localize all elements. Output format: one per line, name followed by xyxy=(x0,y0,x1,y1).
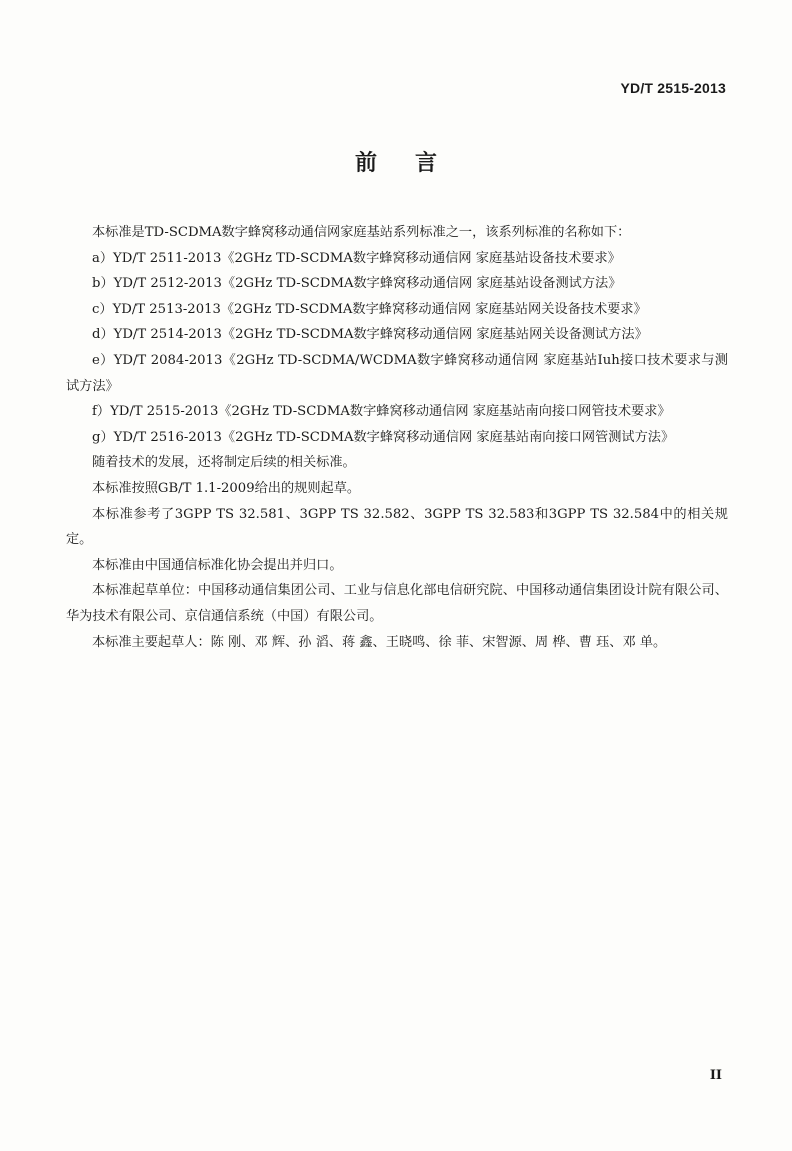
list-item-f: f）YD/T 2515-2013《2GHz TD-SCDMA数字蜂窝移动通信网 家庭基站南向接口网管技术要求》 xyxy=(92,404,671,420)
list-item-c: c）YD/T 2513-2013《2GHz TD-SCDMA数字蜂窝移动通信网 家庭基站网关设备技术要求》 xyxy=(92,301,647,317)
paragraph-drafters: 本标准主要起草人：陈 刚、邓 辉、孙 滔、蒋 鑫、王晓鸣、徐 菲、宋智源、周 桦、曹 珏、邓 单。 xyxy=(92,634,667,650)
list-item-a: a）YD/T 2511-2013《2GHz TD-SCDMA数字蜂窝移动通信网 家庭基站设备技术要求》 xyxy=(92,250,621,266)
paragraph-proposer: 本标准由中国通信标准化协会提出并归口。 xyxy=(92,557,343,573)
paragraph-drafting-units: 本标准起草单位：中国移动通信集团公司、工业与信息化部电信研究院、中国移动通信集团设计院有限公司、华为技术有限公司、京信通信系统（中国）有限公司。 xyxy=(66,583,728,624)
foreword-body xyxy=(66,220,728,655)
list-item-e: e）YD/T 2084-2013《2GHz TD-SCDMA/WCDMA数字蜂窝移动通信网 家庭基站Iuh接口技术要求与测试方法》 xyxy=(66,352,728,394)
standard-number: YD/T 2515-2013 xyxy=(620,80,726,96)
list-item-b: b）YD/T 2512-2013《2GHz TD-SCDMA数字蜂窝移动通信网 家庭基站设备测试方法》 xyxy=(92,276,622,292)
page-number: II xyxy=(709,1068,722,1083)
list-item-g: g）YD/T 2516-2013《2GHz TD-SCDMA数字蜂窝移动通信网 家庭基站南向接口网管测试方法》 xyxy=(92,429,675,445)
page-title: 前言 xyxy=(354,151,475,176)
paragraph-future: 随着技术的发展，还将制定后续的相关标准。 xyxy=(92,455,356,471)
list-item-d: d）YD/T 2514-2013《2GHz TD-SCDMA数字蜂窝移动通信网 家庭基站网关设备测试方法》 xyxy=(92,327,648,343)
paragraph-references: 本标准参考了3GPP TS 32.581、3GPP TS 32.582、3GPP TS 32.583和3GPP TS 32.584中的相关规定。 xyxy=(66,506,728,548)
paragraph-intro: 本标准是TD-SCDMA数字蜂窝移动通信网家庭基站系列标准之一，该系列标准的名称如下： xyxy=(92,225,631,240)
paragraph-drafting-rules: 本标准按照GB/T 1.1-2009给出的规则起草。 xyxy=(92,480,361,496)
